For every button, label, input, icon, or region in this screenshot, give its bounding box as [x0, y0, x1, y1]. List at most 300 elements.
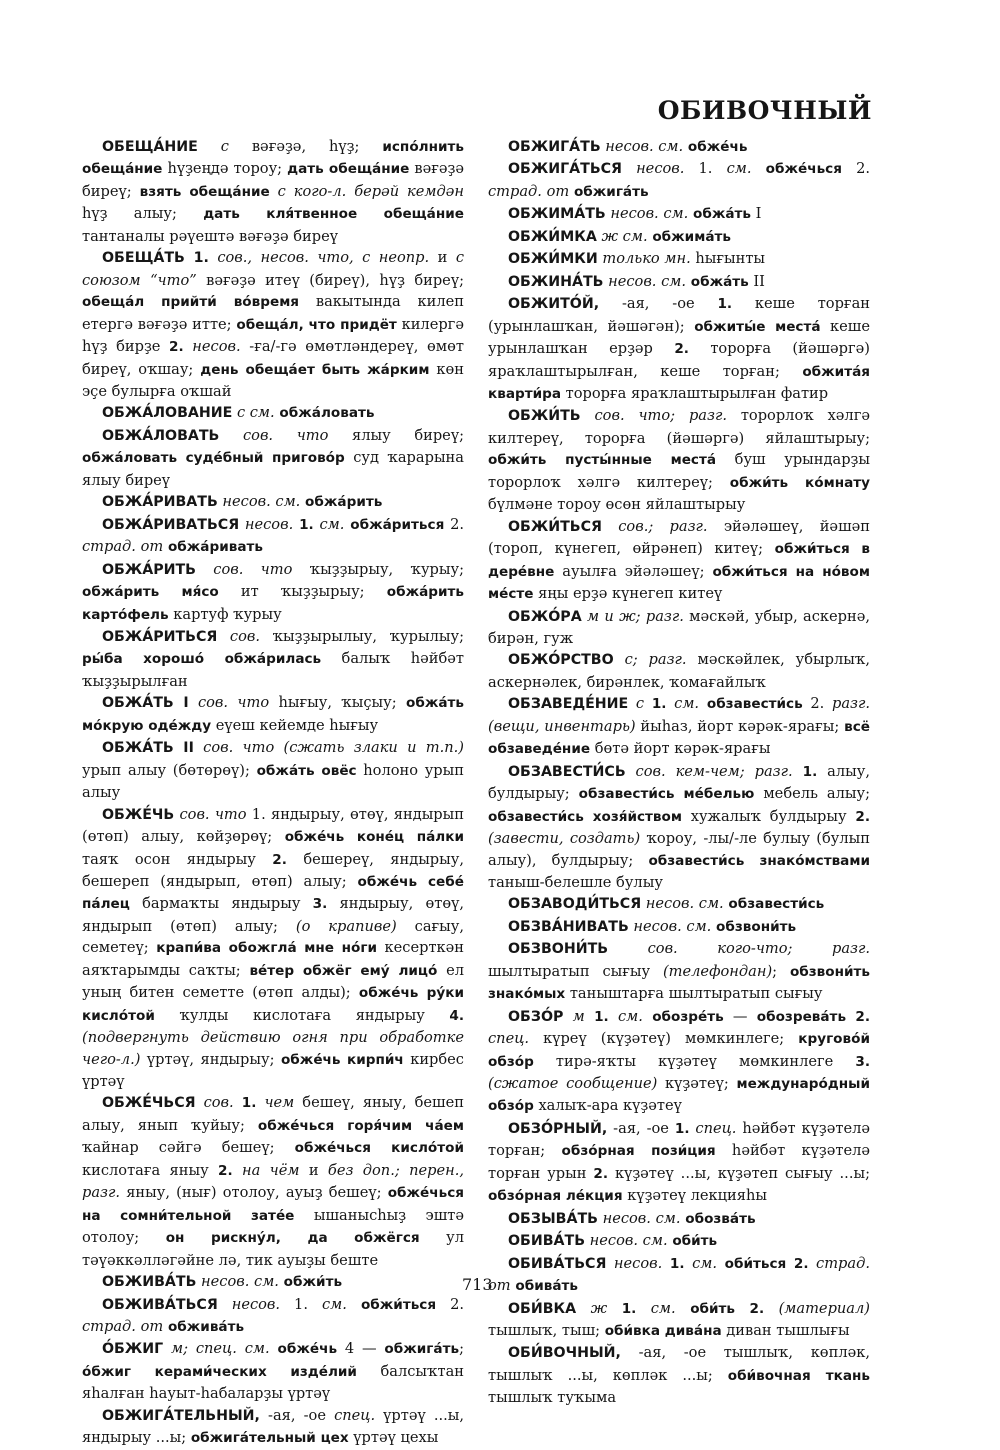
entry-text: 2.	[218, 1162, 233, 1179]
entry-text: см.	[636, 1299, 676, 1317]
dictionary-entry	[488, 158, 870, 203]
entry-text: испо́лнить обеща́ние	[82, 139, 465, 178]
entry-text: урып алыу (бөтөрөү);	[82, 761, 257, 779]
entry-text: 2.	[272, 851, 287, 868]
entry-text: он рискну́л, да обжёгся	[165, 1230, 420, 1247]
entry-text: обозрева́ть	[756, 1008, 847, 1025]
headword: ОБЕЩА́ТЬ 1.	[102, 250, 209, 267]
headword: ОБЗО́РНЫЙ,	[508, 1120, 608, 1137]
entry-text: страд. от	[82, 1318, 164, 1336]
dictionary-entry	[488, 516, 870, 606]
entry-text: обжига́ть	[384, 1341, 460, 1358]
entry-text: м	[563, 1007, 585, 1025]
entry-text: обжига́ть	[569, 183, 649, 200]
entry-text: һүҙеңдә тороу;	[162, 160, 288, 178]
entry-text: обзавести́сь ме́белью	[578, 786, 755, 803]
entry-text: междунаро́дный обзо́р	[488, 1076, 870, 1115]
entry-text: о́бжиг керами́ческих изде́лий	[82, 1363, 357, 1380]
dictionary-entry	[488, 693, 870, 760]
entry-text: страд. от	[488, 182, 570, 200]
entry-text: торорға яраҡлаштырылған фатир	[561, 384, 829, 402]
entry-text: несов.	[183, 338, 241, 356]
entry-text: м и ж; разг.	[581, 607, 684, 625]
entry-text: ялыу биреү;	[328, 426, 464, 444]
entry-text: несов. см.	[641, 895, 724, 913]
headword: ОБЖЕ́ЧЬСЯ	[102, 1095, 196, 1112]
entry-text: обжи́ться	[346, 1296, 437, 1313]
entry-text: обзавести́сь знако́мствами	[648, 852, 870, 869]
entry-text: несов. см.	[217, 493, 301, 511]
entry-text: ве́тер обжёг ему́ лицо́	[249, 962, 438, 979]
entry-text: вәғәҙә, һүҙ;	[251, 138, 383, 155]
headword: ОБЗАВОДИ́ТЬСЯ	[508, 896, 642, 913]
dictionary-entry	[488, 1208, 870, 1230]
entry-text: несов. см.	[597, 1209, 681, 1227]
entry-text: несов. см.	[603, 272, 687, 290]
dictionary-entry	[82, 1405, 464, 1450]
dictionary-entry	[82, 136, 464, 247]
entry-text: хужалыҡ булдырыу	[681, 807, 856, 825]
dictionary-entry	[488, 203, 870, 225]
dictionary-entry	[488, 136, 870, 158]
entry-text: вәғәҙә итеү (биреү), һүҙ биреү;	[196, 271, 464, 289]
entry-text: эйәләшеү, йәшәп (тороп, күнегеп, өйрәнеп) китеү;	[488, 517, 870, 558]
entry-text: (сжатое сообщение)	[488, 1075, 658, 1093]
entry-text: обзвони́ть	[711, 918, 797, 935]
dictionary-entry	[82, 692, 464, 737]
headword: ОБЖИГА́ТЬСЯ	[508, 161, 622, 178]
entry-text: ж см.	[596, 227, 648, 245]
entry-text: ауылға эйәләшеү;	[554, 562, 713, 580]
entry-text: 1.	[662, 1255, 685, 1272]
entry-text: 2.	[593, 1165, 609, 1182]
entry-text: халыҡ-ара күҙәтеү	[533, 1097, 682, 1115]
entry-text: балыҡ һәйбәт ҡыҙҙырылған	[82, 650, 464, 690]
headword: ОБЖА́ТЬ II	[102, 740, 194, 757]
entry-text: крапи́ва обожгла́ мне но́ги	[156, 940, 377, 957]
entry-text: буш урындарҙы торорлоҡ хәлгә килтереү;	[488, 451, 871, 491]
entry-text: 2.	[855, 808, 870, 825]
entry-text: ҡайнар сәйгә бешеү;	[82, 1139, 295, 1157]
entry-text: обзавести́сь хозя́йством	[488, 808, 682, 825]
entry-text: кислотаға яныу	[82, 1161, 219, 1179]
entry-text: обозре́ть	[642, 1008, 724, 1025]
entry-text: диван тышлығы	[721, 1322, 850, 1340]
dictionary-entry	[82, 1294, 464, 1339]
entry-text: с	[628, 695, 645, 713]
entry-text: үртәү ...ы, яндырыу ...ы;	[82, 1406, 464, 1447]
entry-text: кругово́й обзо́р	[488, 1031, 870, 1070]
entry-text: һәйбәт күҙәтелә торған;	[488, 1119, 870, 1160]
dictionary-entry	[488, 1342, 870, 1408]
dictionary-entry	[82, 514, 464, 559]
entry-text: сов. что	[174, 805, 247, 823]
entry-text: сағыу, семетеү;	[82, 917, 464, 957]
entry-text: -ға/-гә өмөтләндереү, өмөт биреү, оҡшау;	[82, 338, 465, 378]
entry-text: күреү (күҙәтеү) мөмкинлеге;	[529, 1030, 799, 1048]
entry-text: таныш-белешле булыу	[488, 873, 663, 891]
dictionary-entry	[82, 559, 464, 626]
entry-text: күҙәтеү;	[657, 1075, 737, 1093]
entry-text: несов.	[621, 160, 685, 178]
entry-text: бешеү, яныу, бешеп алыу, янып ҡуйыу;	[82, 1094, 464, 1134]
entry-text: 2.	[674, 341, 689, 358]
entry-text: һығыу, ҡыҫыу;	[269, 694, 406, 712]
entry-text: -ая, -ое тышлыҡ, көпләк, тышлыҡ ...ы, көпләк ...ы;	[488, 1344, 870, 1384]
entry-text: оби́ться 2.	[716, 1255, 809, 1272]
entry-text: обжа́риться	[344, 516, 445, 533]
entry-text: всё обзаведе́ние	[488, 718, 871, 758]
entry-text: обжа́рить мя́со	[82, 584, 219, 601]
entry-text: 4.	[449, 1007, 464, 1024]
entry-text: обозва́ть	[680, 1210, 756, 1227]
entry-text: тышлыҡ туҡыма	[488, 1389, 617, 1407]
entry-text: сов. что; разг.	[580, 407, 727, 425]
dictionary-entry	[488, 1006, 870, 1118]
entry-text: мәскәй, убыр, аскернә, бирән, гуж	[488, 607, 870, 647]
entry-text: ул тәүәккәлләгәйне лә, тик ауыҙы беште	[82, 1229, 464, 1269]
dictionary-entry	[488, 293, 870, 405]
entry-text: оби́ть	[667, 1233, 718, 1250]
headword: ОБИВА́ТЬ	[508, 1233, 586, 1250]
entry-text: обжи́ться в дере́вне	[488, 541, 870, 580]
entry-text: (завести, создать)	[488, 830, 641, 848]
entry-text: 2.	[436, 1295, 464, 1313]
entry-text: обжа́ть овёс	[256, 762, 357, 779]
headword: ОБЖИГА́ТЕЛЬНЫЙ,	[102, 1407, 260, 1424]
entry-text: бешереү, яндырыу, бешереп (яндырып, өтөп) алыу;	[82, 850, 464, 890]
dictionary-entry	[488, 271, 870, 293]
entry-text: обеща́л прийти́ во́время	[82, 294, 300, 311]
entry-text: обжима́ть	[647, 228, 731, 245]
entry-text: сов. что	[196, 560, 293, 578]
dictionary-entry	[488, 1253, 870, 1298]
entry-text: и	[429, 249, 456, 267]
headword: ОБЖИВА́ТЬ	[102, 1274, 197, 1291]
headword: ОБЗО́Р	[508, 1008, 564, 1025]
entry-text: с; разг.	[613, 651, 687, 669]
entry-text: несов. см.	[628, 917, 712, 935]
entry-text: вәғәҙә биреү;	[82, 160, 464, 200]
entry-text: ҡыҙҙырыу, ҡурыу;	[292, 560, 464, 578]
entry-text: торорға (йәшәргә) яраҡлаштырылған, кеше торған;	[488, 340, 871, 380]
entry-text: ҡыҙҙырылыу, ҡурылыу;	[260, 627, 464, 645]
entry-text: 1.	[293, 516, 314, 533]
dictionary-entry	[488, 893, 870, 915]
entry-text: спец.	[488, 1030, 530, 1048]
entry-text: несов. см.	[196, 1273, 279, 1291]
entry-text: обзо́рная ле́кция	[488, 1188, 623, 1205]
entry-text: обже́чь коне́ц па́лки	[284, 829, 465, 846]
entry-text: сов. что	[188, 694, 270, 712]
dictionary-entry	[488, 938, 870, 1005]
entry-text: мебель алыу;	[754, 785, 870, 803]
entry-text: разг. (вещи, инвентарь)	[488, 695, 871, 735]
entry-text: 1.	[717, 296, 733, 313]
entry-text: һолоно урып алыу	[82, 761, 464, 802]
entry-text: обзавести́сь	[699, 696, 803, 713]
entry-text: тирә-яҡты күҙәтеү мөмкинлеге	[533, 1052, 856, 1070]
entry-text: обжива́ть	[163, 1319, 245, 1336]
entry-text: 1.	[233, 1095, 257, 1112]
headword: ОБЖА́ЛОВАТЬ	[102, 427, 220, 444]
dictionary-entry	[488, 1118, 870, 1208]
entry-text: суд ҡарарына ялыу биреү	[82, 449, 464, 489]
entry-text: несов. см.	[605, 205, 689, 223]
entry-text: обзавести́сь	[723, 896, 825, 913]
entry-text: см.	[608, 1007, 643, 1025]
entry-text: (подвергнуть действию огня при обработке чего-л.)	[82, 1029, 464, 1068]
entry-text: обжа́ривать	[163, 539, 263, 556]
entry-text: дать кля́твенное обеща́ние	[203, 206, 464, 223]
entry-text: ит ҡыҙҙырыу;	[218, 583, 387, 601]
headword: ОБЖО́РСТВО	[508, 652, 614, 669]
dictionary-entry	[82, 425, 464, 491]
entry-text: һығынты	[690, 250, 766, 268]
entry-text: обжа́ть мо́крую оде́жду	[82, 695, 465, 734]
entry-text: 2.	[169, 339, 184, 356]
dictionary-entry	[488, 649, 870, 693]
headword: ОБЖЕ́ЧЬ	[102, 806, 175, 823]
headword: ОБИ́ВКА	[508, 1300, 577, 1317]
entry-text: взять обеща́ние	[139, 183, 270, 200]
dictionary-entry	[82, 626, 464, 692]
headword: ОБЖИГА́ТЬ	[508, 139, 601, 155]
entry-text: кеше урынлашҡан ерҙәр	[488, 317, 870, 358]
entry-text: страд. от	[82, 538, 164, 556]
entry-text: только мн.	[597, 250, 691, 268]
entry-text: обжа́рить	[300, 494, 383, 511]
entry-text: обжи́ться на но́вом ме́сте	[488, 563, 870, 603]
headword: ОБЕЩА́НИЕ	[102, 139, 198, 155]
entry-text: ;	[772, 962, 790, 980]
headword: ОБИВА́ТЬСЯ	[508, 1255, 607, 1272]
dictionary-entry	[82, 1271, 464, 1293]
entry-text: обжига́тельный цех	[190, 1430, 349, 1447]
dictionary-entry	[488, 248, 870, 270]
headword: ОБЖИ́ТЬ	[508, 408, 581, 425]
entry-text: с кого-л. берәй кемдән	[269, 182, 465, 200]
entry-text: м; спец. см.	[163, 1340, 270, 1358]
dictionary-entry	[488, 1298, 870, 1343]
entry-text: яндырыу, өтөү, яндырып (өтөп) алыу;	[82, 895, 464, 935]
headword: ОБЖА́ТЬ I	[102, 695, 189, 712]
headword: ОБЖИТО́Й,	[508, 296, 600, 313]
entry-text: сов. что (сжать злаки и т.п.)	[193, 739, 464, 757]
headword: ОБЖИ́МКИ	[508, 251, 598, 268]
entry-text: картуф ҡурыу	[168, 605, 282, 623]
headword: ОБЖА́ЛОВАНИЕ	[102, 405, 233, 422]
entry-text: кеше торған (урынлашҡан, йәшәгән);	[488, 295, 870, 335]
entry-text: сов. что	[219, 426, 329, 444]
entry-text: вакытында килеп етергә вәғәҙә итте;	[82, 293, 464, 333]
headword: ОБЖИ́МКА	[508, 228, 597, 245]
dictionary-entry	[82, 1338, 464, 1404]
entry-text: (материал)	[764, 1299, 870, 1317]
headword: ОБЗАВЕДЕ́НИЕ	[508, 696, 629, 713]
entry-text: үртәү цехы	[348, 1429, 439, 1447]
entry-text: ҡороу, -лы/-ле булыу (булып алыу), булдырыу;	[488, 830, 870, 869]
entry-text: 3.	[855, 1053, 870, 1070]
entry-text: обзо́рная пози́ция	[561, 1143, 716, 1160]
page-number: 713	[462, 1275, 493, 1294]
entry-text: яңы ерҙә күнегеп китеү	[533, 585, 723, 603]
entry-text: с см.	[232, 404, 275, 422]
entry-text: үртәү, яндырыу;	[140, 1050, 281, 1068]
dictionary-entry	[82, 804, 464, 1093]
entry-text: и	[299, 1161, 328, 1179]
headword: ОБЗЫВА́ТЬ	[508, 1210, 598, 1227]
headword: ОБЖА́РИТЬ	[102, 561, 196, 578]
entry-text: несов. см.	[600, 138, 684, 155]
headword: О́БЖИГ	[102, 1341, 164, 1358]
entry-text: оби́вка дива́на	[604, 1323, 722, 1340]
entry-text: см.	[684, 1254, 717, 1272]
entry-text: тантаналы рәүештә вәғәҙә биреү	[82, 227, 338, 245]
entry-text: ел уның битен семетте (өтөп алды);	[82, 961, 464, 1002]
entry-text: яныу, (нығ) отолоу, ауыҙ бешеү;	[120, 1184, 388, 1202]
dictionary-entry	[82, 247, 464, 402]
entry-text: с	[197, 138, 252, 155]
headword: ОБЗВА́НИВАТЬ	[508, 918, 629, 935]
entry-text: ж	[576, 1299, 608, 1317]
entry-text: торорлоҡ хәлгә килтереү, торорға (йәшәргә) яйлаштырыу;	[488, 407, 870, 447]
entry-text: чем	[256, 1094, 295, 1112]
right-column	[488, 136, 870, 1409]
entry-text: несов.	[606, 1254, 663, 1272]
headword: ОБЖИ́ТЬСЯ	[508, 518, 602, 535]
entry-text: II	[748, 272, 765, 290]
headword: ОБЖО́РА	[508, 608, 582, 625]
dictionary-entry	[488, 761, 870, 894]
entry-text: -ая, -ое	[599, 295, 718, 313]
entry-text: несов. см.	[585, 1232, 668, 1250]
headword: ОБЖА́РИТЬСЯ	[102, 628, 218, 645]
entry-text: бөтә йорт кәрәк-ярағы	[590, 740, 771, 758]
entry-text: 2.	[841, 160, 871, 178]
entry-text: сов. кем-чем; разг.	[625, 762, 793, 780]
entry-text: сов.	[195, 1094, 234, 1112]
entry-text: 1.	[792, 763, 818, 780]
entry-text: день обеща́ет быть жа́рким	[200, 361, 430, 378]
entry-text: обже́чься кисло́той	[294, 1140, 464, 1157]
entry-text: обжа́рить карто́фель	[82, 584, 464, 623]
entry-text: обжиты́е места́	[694, 318, 821, 335]
entry-text: несов.	[217, 1295, 281, 1313]
dictionary-entry	[82, 491, 464, 513]
headword: ОБЖИВА́ТЬСЯ	[102, 1296, 218, 1313]
entry-text: обже́чь ру́ки кисло́той	[82, 985, 464, 1024]
headword: ОБЗАВЕСТИ́СЬ	[508, 763, 626, 780]
entry-text: кесерткән аяҡтарымды саҡты;	[82, 939, 465, 979]
entry-text: см.	[666, 695, 700, 713]
dictionary-entry	[488, 1230, 870, 1252]
entry-text: һәйбәт күҙәтелә торған урын	[488, 1142, 870, 1182]
entry-text: еүеш кейемде һығыу	[211, 716, 379, 734]
entry-text: йыһаз, йорт кәрәк-ярағы;	[635, 717, 845, 735]
entry-text: см.	[313, 515, 345, 533]
entry-text: обже́чься горя́чим ча́ем	[257, 1117, 464, 1134]
entry-text: обжи́ть пусты́нные места́	[488, 452, 717, 469]
entry-text: сов.	[217, 627, 261, 645]
entry-text: һүҙ алыу;	[82, 205, 204, 223]
entry-text: страд. от	[488, 1254, 870, 1295]
entry-text: обже́чься	[751, 161, 842, 178]
entry-text: көн эҫе булырға оҡшай	[82, 360, 465, 400]
entry-text: несов.	[239, 515, 294, 533]
dictionary-entry	[82, 402, 464, 424]
entry-text: 2.	[846, 1008, 870, 1025]
dictionary-entry	[488, 916, 870, 938]
entry-text: 3.	[312, 896, 328, 913]
entry-text: ;	[459, 1340, 464, 1358]
entry-text: обжита́я кварти́ра	[488, 363, 870, 402]
entry-text: 1.	[674, 1120, 690, 1137]
entry-text: ры́ба хорошо́ обжа́рилась	[82, 651, 322, 668]
entry-text: оби́вочная ткань	[727, 1367, 870, 1384]
entry-text: обжа́ловать	[274, 405, 375, 422]
entry-text: обже́чь	[683, 139, 748, 155]
entry-text: 1.	[280, 1295, 322, 1313]
entry-text: -ая, -ое	[607, 1119, 675, 1137]
entry-text: (о крапиве)	[295, 917, 397, 935]
entry-text: 1.	[584, 1008, 609, 1025]
entry-text: обзвони́ть знако́мых	[488, 963, 870, 1003]
headword: ОБЖА́РИВАТЬ	[102, 494, 218, 511]
entry-text: 1.	[607, 1300, 637, 1317]
entry-text: 1.	[684, 160, 727, 178]
running-head: ОБИВОЧНЫЙ	[657, 96, 872, 125]
entry-text: дать обеща́ние	[287, 161, 410, 178]
dictionary-entry	[488, 226, 870, 248]
entry-text: бармаҡты яндырыу	[129, 895, 313, 913]
entry-text: шылтыратып сығыу	[488, 962, 663, 980]
entry-text: тышлыҡ, тыш;	[488, 1322, 605, 1340]
entry-text: на чём	[232, 1161, 300, 1179]
entry-text: спец.	[334, 1406, 376, 1424]
entry-text: күҙәтеү лекцияһы	[622, 1187, 767, 1205]
entry-text: обже́чь	[269, 1341, 338, 1358]
entry-text: таяҡ осон яндырыу	[82, 850, 273, 868]
entry-text: сов., несов. что, с неопр.	[208, 249, 430, 267]
entry-text: обжи́ть ко́мнату	[729, 474, 870, 491]
entry-text: сов. кого-что; разг.	[608, 940, 870, 958]
entry-text: 1.	[644, 696, 667, 713]
entry-text: обжа́ть	[686, 273, 749, 290]
entry-text: обива́ть	[510, 1278, 578, 1295]
headword: ОБЖИМА́ТЬ	[508, 206, 606, 223]
entry-text: с союзом “что”	[82, 249, 465, 289]
entry-text: обже́чь себе́ па́лец	[82, 873, 464, 913]
entry-text: 4 —	[337, 1340, 385, 1358]
entry-text: ҡулды кислотаға яндырыу	[154, 1006, 450, 1024]
entry-text: без доп.; перен., разг.	[82, 1161, 464, 1202]
entry-text: күҙәтеү ...ы, күҙәтеп сығыу ...ы;	[608, 1164, 870, 1182]
entry-text: см.	[726, 160, 752, 178]
entry-text: обжа́ть	[688, 206, 752, 223]
dictionary-entry	[488, 606, 870, 650]
entry-text: таныштарға шылтыратып сығыу	[565, 985, 823, 1003]
entry-text: -ая, -ое	[259, 1406, 335, 1424]
dictionary-entry	[82, 1092, 464, 1271]
entry-text: кирбес үртәү	[82, 1050, 464, 1091]
entry-text: 1. яндырыу, өтөү, яндырып (өтөп) алыу, көйҙөрөү;	[82, 805, 464, 846]
entry-text: мәскәйлек, убырлыҡ, аскернәлек, бирәнлек, ҡомағайлыҡ	[488, 651, 870, 691]
entry-text: обже́чься на сомни́тельной зате́е	[82, 1185, 464, 1224]
entry-text: обжа́ловать суде́бный пригово́р	[82, 450, 345, 467]
entry-text: (телефондан)	[662, 962, 773, 980]
entry-text: оби́ть 2.	[675, 1300, 765, 1317]
